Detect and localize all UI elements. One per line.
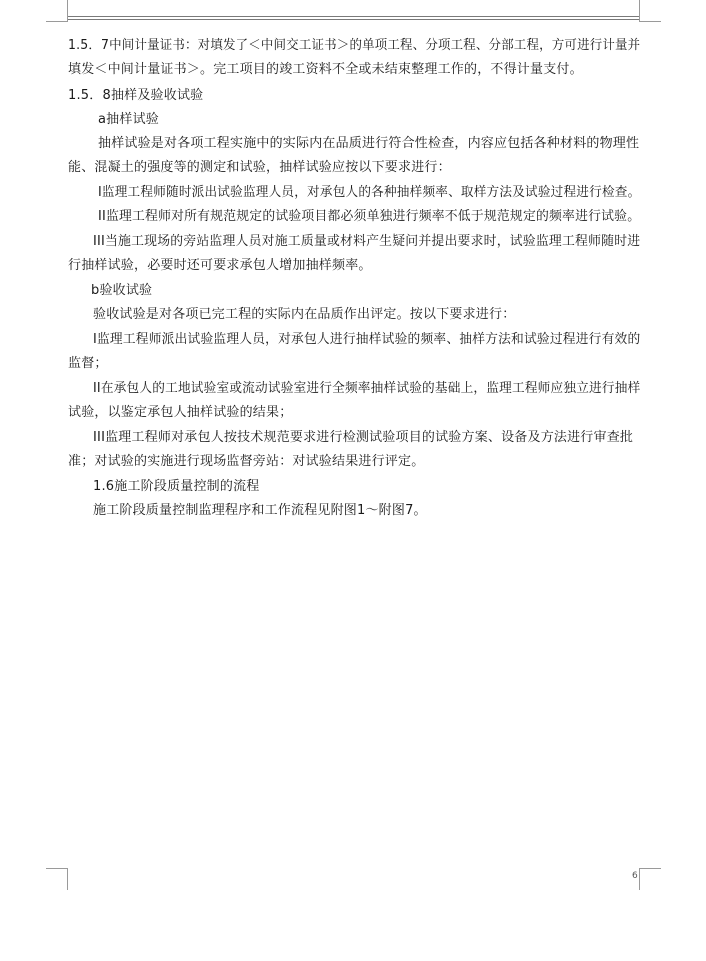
list-item-line: II在承包人的工地试验室或流动试验室进行全频率抽样试验的基础上，监理工程师应独立进行抽样 <box>93 381 641 396</box>
paragraph-line: 施工阶段质量控制监理程序和工作流程见附图1～附图7。 <box>93 503 427 518</box>
crop-mark-top-left-v <box>67 0 68 22</box>
paragraph-line: 监督； <box>68 356 108 371</box>
paragraph-line: 行抽样试验，必要时还可要求承包人增加抽样频率。 <box>68 258 372 273</box>
header-rule-secondary <box>68 19 639 20</box>
subsection-heading: b验收试验 <box>91 283 153 298</box>
header-rule <box>68 16 639 17</box>
crop-mark-bottom-left-h <box>46 868 68 869</box>
list-item-line: III当施工现场的旁站监理人员对施工质量或材料产生疑问并提出要求时，试验监理工程师随时进 <box>93 234 641 249</box>
section-heading: 1.6施工阶段质量控制的流程 <box>93 479 260 494</box>
paragraph-line: 试验，以鉴定承包人抽样试验的结果； <box>68 405 293 420</box>
list-item-line: II监理工程师对所有规范规定的试验项目都必须单独进行频率不低于规范规定的频率进行试验。 <box>98 209 641 224</box>
paragraph-line: 1.5．7中间计量证书：对填发了＜中间交工证书＞的单项工程、分项工程、分部工程，方可进行计量并 <box>68 38 641 53</box>
list-item-line: III监理工程师对承包人按技术规范要求进行检测试验项目的试验方案、设备及方法进行审查批 <box>93 430 634 445</box>
crop-mark-top-right-v <box>639 0 640 22</box>
crop-mark-top-right-h <box>639 21 661 22</box>
paragraph-line: 抽样试验是对各项工程实施中的实际内在品质进行符合性检查，内容应包括各种材料的物理性 <box>98 136 640 151</box>
section-heading: 1.5．8抽样及验收试验 <box>68 88 204 103</box>
crop-mark-top-left-h <box>46 21 68 22</box>
paragraph-line: 验收试验是对各项已完工程的实际内在品质作出评定。按以下要求进行： <box>93 307 516 322</box>
crop-mark-bottom-right-v <box>639 868 640 890</box>
crop-mark-bottom-left-v <box>67 868 68 890</box>
subsection-heading: a抽样试验 <box>98 112 159 127</box>
paragraph-line: 填发＜中间计量证书＞。完工项目的竣工资料不全或未结束整理工作的，不得计量支付。 <box>68 62 583 77</box>
paragraph-line: 能、混凝土的强度等的测定和试验，抽样试验应按以下要求进行： <box>68 160 451 175</box>
crop-mark-bottom-right-h <box>639 868 661 869</box>
list-item-line: I监理工程师派出试验监理人员，对承包人进行抽样试验的频率、抽样方法和试验过程进行有效的 <box>93 332 641 347</box>
list-item-line: I监理工程师随时派出试验监理人员，对承包人的各种抽样频率、取样方法及试验过程进行检查。 <box>98 185 641 200</box>
paragraph-line: 准；对试验的实施进行现场监督旁站：对试验结果进行评定。 <box>68 454 425 469</box>
page-number: 6 <box>632 871 638 881</box>
